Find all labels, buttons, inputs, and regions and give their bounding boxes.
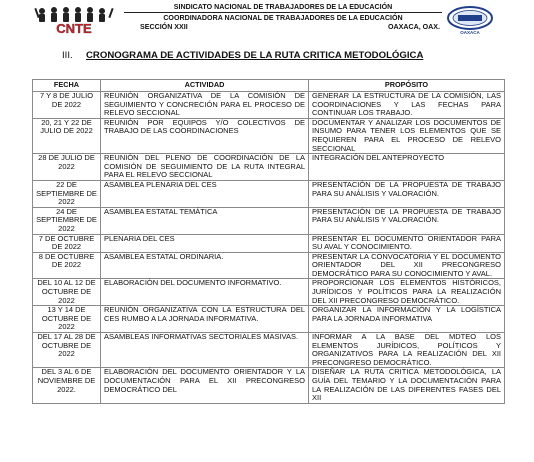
table-row <box>33 368 505 403</box>
cell-proposito: PRESENTACIÓN DE LA PROPUESTA DE TRABAJO PARA SU ANÁLISIS Y VALORACIÓN. <box>309 207 505 234</box>
cell-proposito: DISEÑAR LA RUTA CRITICA METODOLÓGICA, LA GUÍA DEL TEMARIO Y LA DOCUMENTACIÓN PARA LA REALIZACIÓN DE LAS DIFERENTES FASES DEL XII <box>309 368 505 403</box>
cell-fecha: 28 DE JULIO DE 2022 <box>33 154 101 181</box>
cell-proposito: PRESENTACIÓN DE LA PROPUESTA DE TRABAJO PARA SU ANÁLISIS Y VALORACIÓN. <box>309 180 505 207</box>
heading-line-1: SINDICATO NACIONAL DE TRABAJADORES DE LA EDUCACIÓN <box>173 3 393 11</box>
cnte-logo <box>34 4 122 34</box>
cell-proposito: INTEGRACIÓN DEL ANTEPROYECTO <box>309 154 505 181</box>
cell-fecha: DEL 17 AL 28 DE OCTUBRE DE 2022 <box>33 333 101 368</box>
column-header-proposito: PROPÓSITO <box>309 80 505 92</box>
svg-text:CNTE: CNTE <box>56 21 92 34</box>
city-label: OAXACA, OAX. <box>387 22 440 31</box>
table-row <box>33 154 505 181</box>
table-row <box>33 333 505 368</box>
column-header-actividad: ACTIVIDAD <box>101 80 309 92</box>
cell-fecha: 7 Y 8 DE JULIO DE 2022 <box>33 92 101 119</box>
cell-actividad: ASAMBLEAS INFORMATIVAS SECTORIALES MASIVAS. <box>101 333 309 368</box>
table-header-row <box>33 80 505 92</box>
table-row <box>33 306 505 333</box>
cell-fecha: 8 DE OCTUBRE DE 2022 <box>33 252 101 279</box>
cell-actividad: REUNIÓN DEL PLENO DE COORDINACIÓN DE LA COMISIÓN DE SEGUIMIENTO DE LA RUTA INTEGRAL PARA EL RELEVO SECCIONAL <box>101 154 309 181</box>
section-label: SECCIÓN XXII <box>140 22 188 31</box>
svg-text:OAXACA: OAXACA <box>460 30 480 35</box>
cell-fecha: DEL 10 AL 12 DE OCTUBRE DE 2022 <box>33 279 101 306</box>
cell-proposito: PRESENTAR EL DOCUMENTO ORIENTADOR PARA SU AVAL Y CONOCIMIENTO. <box>309 234 505 252</box>
cell-fecha: 24 DE SEPTIEMBRE DE 2022 <box>33 207 101 234</box>
cell-fecha: 22 DE SEPTIEMBRE DE 2022 <box>33 180 101 207</box>
table-row <box>33 118 505 153</box>
cell-actividad: ASAMBLEA ESTATAL TEMÁTICA <box>101 207 309 234</box>
cell-actividad: ELABORACIÓN DEL DOCUMENTO INFORMATIVO. <box>101 279 309 306</box>
section-number: III. <box>62 50 73 61</box>
cell-proposito: DOCUMENTAR Y ANALIZAR LOS DOCUMENTOS DE INSUMO PARA TENER LOS ELEMENTOS QUE SE REQUIEREN PARA EL PROCESO DE RELEVO SECCIONAL <box>309 118 505 153</box>
schedule-table <box>32 79 505 404</box>
cell-proposito: INFORMAR A LA BASE DEL MDTEO LOS ELEMENTOS JURÍDICOS, POLÍTICOS Y ORGANIZATIVOS PARA LA REALIZACIÓN DEL XII PRECONGRESO DEMOCRÁTICO. <box>309 333 505 368</box>
cell-actividad: ASAMBLEA ESTATAL ORDINARIA. <box>101 252 309 279</box>
heading-line-3 <box>124 23 442 31</box>
cell-proposito: GENERAR LA ESTRUCTURA DE LA COMISIÓN, LAS COORDINACIONES Y LAS FECHAS PARA CONTINUAR LOS TRABAJO. <box>309 92 505 119</box>
table-row <box>33 234 505 252</box>
section-title <box>62 50 522 61</box>
section-title-text: CRONOGRAMA DE ACTIVIDADES DE LA RUTA CRITICA METODOLÓGICA <box>86 50 424 61</box>
table-row <box>33 279 505 306</box>
cell-fecha: 7 DE OCTUBRE DE 2022 <box>33 234 101 252</box>
cell-actividad: ELABORACIÓN DEL DOCUMENTO ORIENTADOR Y LA DOCUMENTACIÓN PARA EL XII PRECONGRESO DEMOCRÁTICO DEL <box>101 368 309 403</box>
cell-fecha: 13 Y 14 DE OCTUBRE DE 2022 <box>33 306 101 333</box>
table-row <box>33 180 505 207</box>
cell-actividad: REUNIÓN ORGANIZATIVA DE LA COMISIÓN DE SEGUIMIENTO Y CONCRECIÓN PARA EL PROCESO DE RELEVO SECCIONAL <box>101 92 309 119</box>
cell-proposito: ORGANIZAR LA INFORMACIÓN Y LA LOGÍSTICA PARA LA JORNADA INFORMATIVA <box>309 306 505 333</box>
column-header-fecha: FECHA <box>33 80 101 92</box>
section-xxii-emblem <box>444 5 496 35</box>
cell-proposito: PROPORCIONAR LOS ELEMENTOS HISTÓRICOS, JURÍDICOS Y POLÍTICOS PARA LA REALIZACIÓN DEL XII PRECONGRESO DEMOCRÁTICO. <box>309 279 505 306</box>
cell-actividad: PLENARIA DEL CES <box>101 234 309 252</box>
table-row <box>33 207 505 234</box>
header-rule <box>124 12 442 13</box>
cell-actividad: ASAMBLEA PLENARIA DEL CES <box>101 180 309 207</box>
cell-actividad: REUNIÓN ORGANIZATIVA CON LA ESTRUCTURA DEL CES RUMBO A LA JORNADA INFORMATIVA. <box>101 306 309 333</box>
cell-actividad: REUNIÓN POR EQUIPOS Y/O COLECTIVOS DE TRABAJO DE LAS COORDINACIONES <box>101 118 309 153</box>
cell-fecha: 20, 21 Y 22 DE JULIO DE 2022 <box>33 118 101 153</box>
heading-line-2: COORDINADORA NACIONAL DE TRABAJADORES DE LA EDUCACIÓN <box>163 14 403 23</box>
document-header <box>0 0 534 38</box>
table-row <box>33 92 505 119</box>
cell-fecha: DEL 3 AL 6 DE NOVIEMBRE DE 2022. <box>33 368 101 403</box>
cell-proposito: PRESENTAR LA CONVOCATORIA Y EL DOCUMENTO ORIENTADOR DEL XII PRECONGRESO DEMOCRÁTICO PARA SU CONOCIMIENTO Y AVAL. <box>309 252 505 279</box>
union-heading <box>124 3 442 31</box>
table-row <box>33 252 505 279</box>
